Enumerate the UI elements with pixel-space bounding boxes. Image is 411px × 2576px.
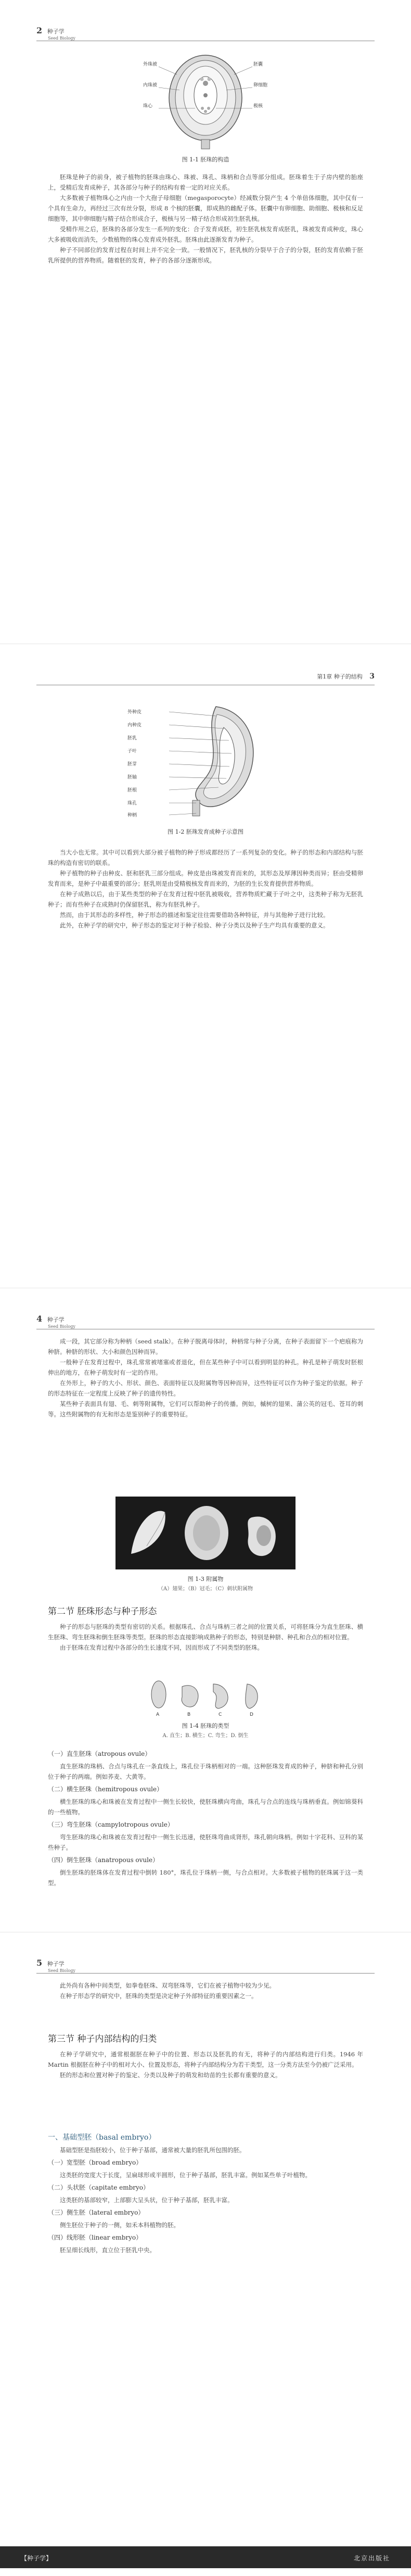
body-text <box>48 2049 363 2080</box>
subsection-title: （二）头状胚（capitate embryo） <box>48 2184 150 2191</box>
label-radicle: 胚根 <box>127 788 137 793</box>
ovule-types-diagram <box>146 1676 265 1718</box>
footer-bar <box>0 2546 411 2568</box>
paragraph: 种子的形态与胚珠的类型有密切的关系。根据珠孔、合点与珠柄三者之间的位置关系，可将胚珠分为直生胚珠、横生胚珠、弯生胚珠和倒生胚珠等类型。胚珠的形态直接影响成熟种子的形态，特别是种脐、种孔和合点的相对位置。 <box>48 1623 363 1641</box>
paragraph: 受精作用之后，胚珠的各部分发生一系列的变化：合子发育成胚，初生胚乳核发育成胚乳，珠被发育成种皮，珠心大多被吸收而消失，少数植物的珠心发育成外胚乳。胚珠由此逐渐发育为种子。 <box>48 225 363 243</box>
paragraph: 弯生胚珠的珠心和珠被在发育过程中一侧生长迅速，使胚珠弯曲成肾形，珠孔朝向珠柄。例如十字花科、豆科的某些种子。 <box>48 1833 363 1851</box>
paragraph: 种子植物的种子由种皮、胚和胚乳三部分组成。种皮是由珠被发育而来的，其形态及厚薄因种类而异；胚由受精卵发育而来，是种子中最重要的部分；胚乳则是由受精极核发育而来的，为胚的生长发育提供营养物质。 <box>48 870 363 887</box>
subsection-title: （三）侧生胚（lateral embryo） <box>48 2209 145 2216</box>
subsection-title: （三）弯生胚珠（campylotropous ovule） <box>48 1821 174 1828</box>
subsection-title: （四）线形胚（linear embryo） <box>48 2234 143 2241</box>
page-header <box>36 27 75 42</box>
book-title: 种子学 <box>47 1316 65 1323</box>
paragraph: 然而，由于其形态的多样性，种子形态的描述和鉴定往往需要借助各种特征，并与其他种子进行比较。 <box>60 911 329 919</box>
label-micropyle: 珠孔 <box>127 801 137 806</box>
paragraph: 胚珠是种子的前身，被子植物的胚珠由珠心、珠被、珠孔、珠柄和合点等部分组成。胚珠着生于子房内壁的胎座上，受精后发育成种子，其各部分与种子的结构有着一定的对应关系。 <box>48 173 363 191</box>
figure-caption: 图 1-4 胚珠的类型 <box>182 1723 229 1729</box>
footer-publisher: 北京出版社 <box>353 2555 390 2562</box>
paragraph: 倒生胚珠的胚珠体在发育过程中倒转 180°，珠孔位于珠柄一侧，与合点相对。大多数被子植物的胚珠属于这一类型。 <box>48 1869 363 1887</box>
label-type-a: A <box>156 1712 160 1717</box>
label-tegmen: 内种皮 <box>127 723 142 728</box>
page-number: 4 <box>36 1314 43 1324</box>
paragraph: 某些种子表面具有翅、毛、刺等附属物，它们可以帮助种子的传播。例如，槭树的翅果、蒲公英的冠毛、苍耳的刺等。这些附属物的有无和形态是鉴别种子的重要特征。 <box>48 1400 363 1418</box>
section-title: 第二节 胚珠形态与种子形态 <box>48 1606 157 1617</box>
body-text <box>48 1980 363 2001</box>
page-header <box>36 1315 75 1330</box>
label-polar-nuclei: 极核 <box>253 104 263 109</box>
figure-subcaption: （A）翅果；（B）冠毛；（C）刺状附属物 <box>158 1586 253 1592</box>
paragraph: 在种子成熟以后，由于某些类型的种子在发育过程中胚乳被吸收，营养物质贮藏于子叶之中，这类种子称为无胚乳种子；而有些种子在成熟时仍保留胚乳，称为有胚乳种子。 <box>48 890 363 908</box>
footer-book-tag: 【种子学】 <box>21 2555 53 2562</box>
paragraph: 一般种子在发育过程中，珠孔常常被堵塞或者退化，但在某些种子中可以看到明显的种孔。种孔是种子萌发时胚根伸出的地方，在种子萌发时有一定的作用。 <box>48 1359 363 1376</box>
page-header <box>317 672 375 681</box>
seed-appendages-photo <box>115 1497 296 1569</box>
label-embryo-sac: 胚囊 <box>253 62 263 67</box>
paragraph: 在外形上，种子的大小、形状、颜色、表面特征以及附属物等因种而异，这些特征可以作为种子鉴定的依据。种子的形态特征在一定程度上反映了种子的遗传特性。 <box>48 1379 363 1397</box>
paragraph: 此外尚有各种中间类型，如拳卷胚珠、双弯胚珠等，它们在被子植物中较为少见。 <box>60 1982 275 1989</box>
figure-caption: 图 1-2 胚珠发育成种子示意图 <box>168 828 243 835</box>
subsection-title: （一）宽型胚（broad embryo） <box>48 2159 143 2166</box>
paragraph: 在种子形态学的研究中，胚珠的类型是决定种子外部特征的重要因素之一。 <box>60 1992 258 2000</box>
label-inner-integument: 内珠被 <box>143 83 158 88</box>
label-outer-integument: 外珠被 <box>143 62 158 67</box>
book-title-en: Seed Biology <box>48 1968 75 1973</box>
label-testa: 外种皮 <box>127 710 142 715</box>
label-endosperm: 胚乳 <box>127 736 137 741</box>
label-hypocotyl: 胚轴 <box>127 775 137 780</box>
figure-caption: 图 1-1 胚珠的构造 <box>182 156 229 163</box>
body-text <box>48 847 363 931</box>
figure-subcaption: A. 直生；B. 横生；C. 弯生；D. 倒生 <box>162 1733 249 1739</box>
section-title: 第三节 种子内部结构的归类 <box>48 2034 157 2044</box>
figure-caption: 图 1-3 附属物 <box>187 1576 224 1582</box>
book-title-en: Seed Biology <box>48 36 75 41</box>
subsection-heading: 一、基础型胚（basal embryo） <box>48 2133 156 2142</box>
label-type-c: C <box>219 1712 222 1717</box>
paragraph: 大多数被子植物珠心之内由一个大孢子母细胞（megasporocyte）经减数分裂产生 4 个单倍体细胞，其中仅有一个具有生命力，再经过三次有丝分裂，形成 8 个核的胚囊，即成熟的雌配子体。胚囊中有卵细胞、助细胞、极核和反足细胞等，其中卵细胞与精子结合形成合子，极核与另一精子结合形成初生胚乳核。 <box>48 194 363 222</box>
page-number: 3 <box>369 672 375 681</box>
label-nucellus: 珠心 <box>143 104 153 109</box>
ovule-types-list <box>48 1746 363 1888</box>
paragraph: 基础型胚是指胚较小，位于种子基部，通常被大量的胚乳所包围的胚。 <box>60 2146 246 2154</box>
paragraph: 种子不同部位的发育过程在时间上并不完全一致。一般情况下，胚乳核的分裂早于合子的分裂，胚的发育依赖于胚乳所提供的营养物质。随着胚的发育，种子的各部分逐渐形成。 <box>48 246 363 264</box>
page-header <box>36 1959 75 1974</box>
body-text <box>48 1622 363 1653</box>
subsection-title: （四）倒生胚珠（anatropous ovule） <box>48 1856 159 1864</box>
seed-development-diagram <box>127 696 284 821</box>
label-type-b: B <box>187 1712 191 1717</box>
page-2 <box>0 644 411 1288</box>
paragraph: 这类胚的基部较窄，上部膨大呈头状，位于种子基部，胚乳丰富。 <box>60 2196 234 2204</box>
page-number: 5 <box>36 1958 43 1968</box>
paragraph: 横生胚珠的珠心和珠被在发育过程中一侧生长较快，使胚珠横向弯曲，珠孔与合点的连线与珠柄垂直。例如锦葵科的一些植物。 <box>48 1798 363 1816</box>
embryo-types <box>48 2130 363 2255</box>
label-egg-cell: 卵细胞 <box>253 83 268 88</box>
ovule-structure-diagram <box>143 46 268 150</box>
body-text <box>48 1336 363 1419</box>
paragraph: 侧生胚位于种子的一侧，如禾本科植物的胚。 <box>60 2221 179 2229</box>
label-type-d: D <box>250 1712 253 1717</box>
paragraph: 当大小也无常。其中可以看到大部分被子植物的种子形成都经历了一系列复杂的变化。种子的形态和内部结构与胚珠的构造有密切的联系。 <box>48 849 363 866</box>
label-plumule: 胚芽 <box>127 762 137 767</box>
page-number: 2 <box>36 26 43 35</box>
book-title-en: Seed Biology <box>48 1324 75 1329</box>
subsection-title: （一）直生胚珠（atropous ovule） <box>48 1750 151 1757</box>
paragraph: 胚呈细长线形，直立位于胚乳中央。 <box>60 2246 156 2254</box>
paragraph: 此外，在种子学的研究中，种子形态的鉴定对于种子检验、种子分类以及种子生产均具有重要的意义。 <box>60 922 329 929</box>
book-title: 种子学 <box>47 1961 65 1967</box>
book-title: 种子学 <box>47 28 65 35</box>
page-4 <box>0 1932 411 2576</box>
label-cotyledon: 子叶 <box>127 749 137 754</box>
page-3 <box>0 1288 411 1932</box>
body-text <box>48 172 363 266</box>
subsection-title: （二）横生胚珠（hemitropous ovule） <box>48 1786 163 1793</box>
paragraph: 胚的形态和位置对种子的鉴定、分类以及种子的萌发和幼苗的生长都有重要的意义。 <box>60 2071 281 2079</box>
label-funiculus: 种柄 <box>127 813 137 818</box>
paragraph: 直生胚珠的珠柄、合点与珠孔在一条直线上，珠孔位于珠柄相对的一端。这种胚珠发育成的种子，种脐和种孔分别位于种子的两端。例如荞麦、大黄等。 <box>48 1763 363 1780</box>
chapter-title: 第1章 种子的结构 <box>317 673 363 680</box>
paragraph: 成一段，其它部分称为种柄（seed stalk）。在种子脱离母体时，种柄常与种子分离，在种子表面留下一个疤痕称为种脐。种脐的形状、大小和颜色因种而异。 <box>48 1338 363 1355</box>
paragraph: 由于胚珠在发育过程中各部分的生长速度不同，因而形成了不同类型的胚珠。 <box>60 1644 263 1651</box>
header-rule <box>36 1973 375 1974</box>
paragraph: 在种子学研究中，通常根据胚在种子中的位置、形态以及胚乳的有无，将种子的内部结构进行归类。1946 年 Martin 根据胚在种子中的相对大小、位置及形态，将种子内部结构分为若干类型，这一分类方法至今仍被广泛采用。 <box>48 2051 363 2068</box>
page-1 <box>0 0 411 644</box>
paragraph: 这类胚的宽度大于长度，呈扁球形或半圆形，位于种子基部，胚乳丰富。例如某些单子叶植物。 <box>60 2171 311 2179</box>
